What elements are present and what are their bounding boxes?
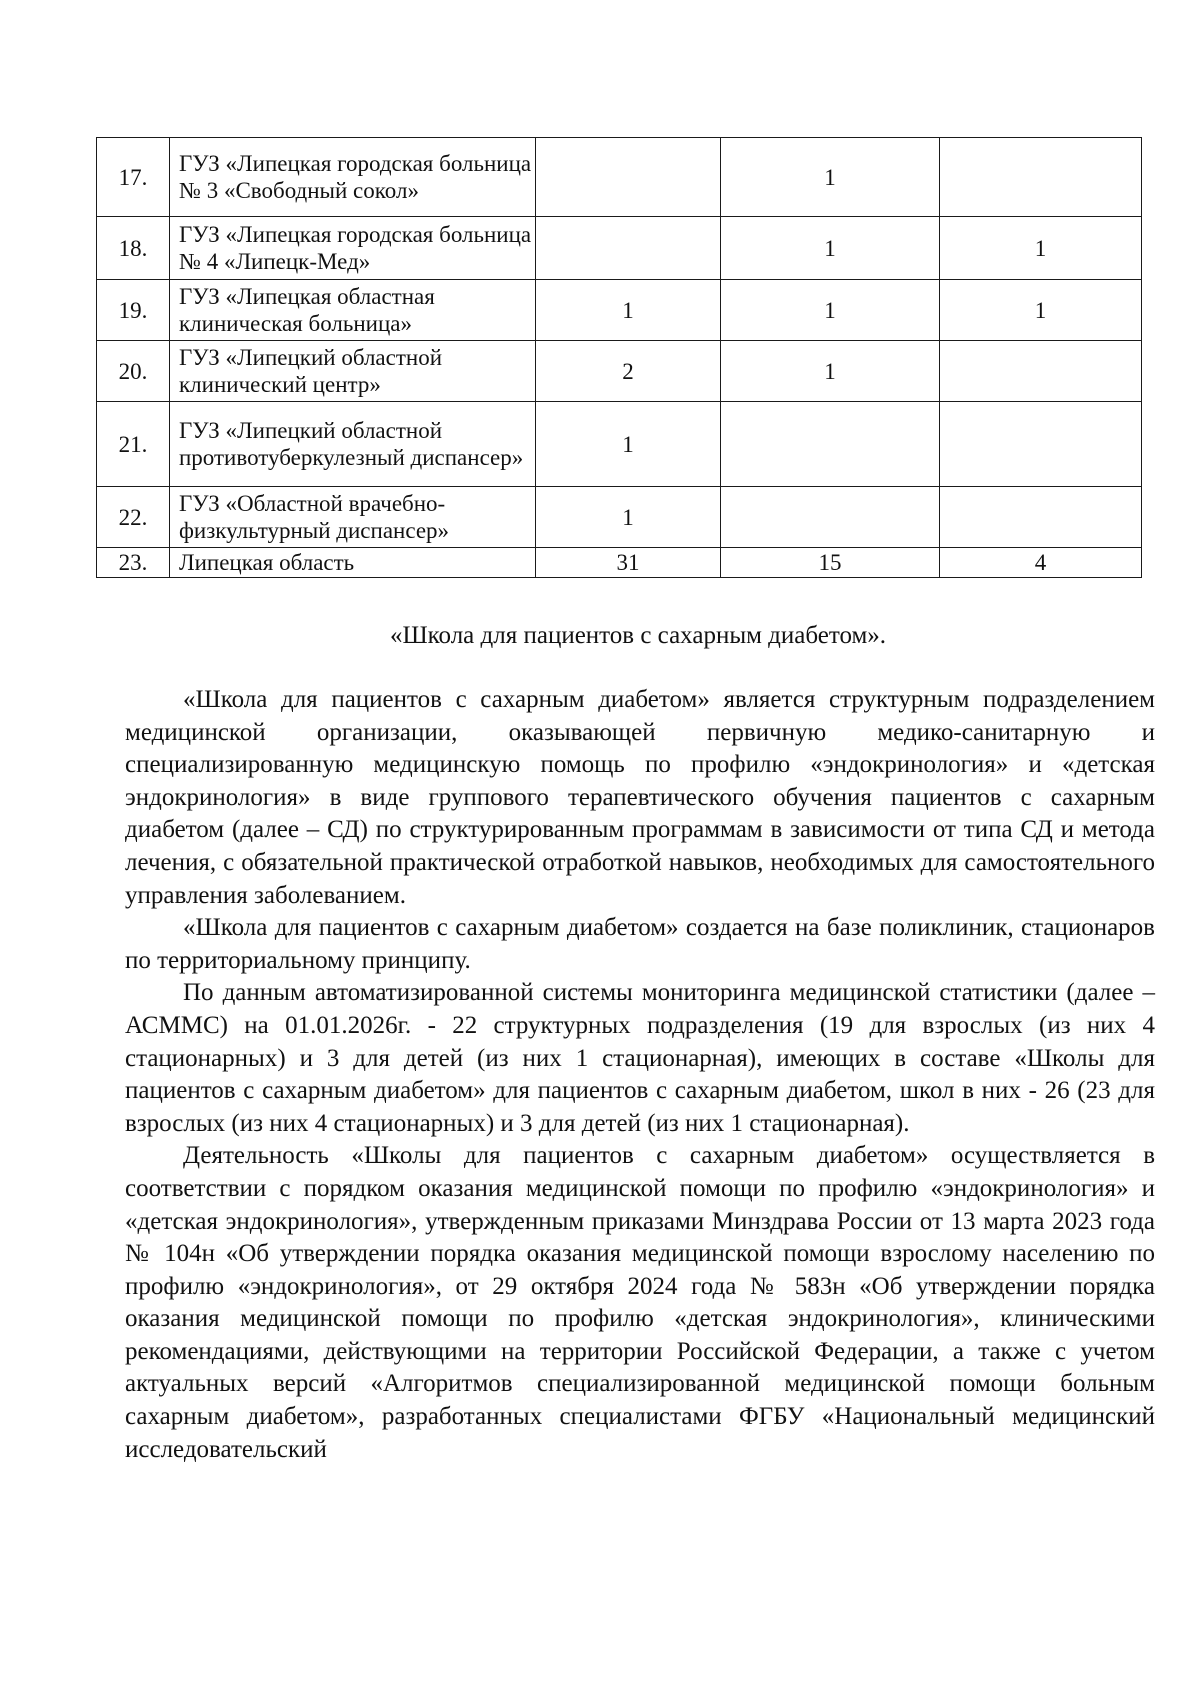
cell-value: 15 [721, 548, 940, 578]
organization-name: ГУЗ «Липецкая городская больница № 3 «Свободный сокол» [170, 138, 536, 217]
row-number: 18. [97, 217, 170, 280]
table-row [97, 280, 1142, 341]
cell-value [940, 487, 1142, 548]
cell-value: 1 [721, 217, 940, 280]
cell-value [940, 138, 1142, 217]
table-row [97, 217, 1142, 280]
cell-value [536, 138, 721, 217]
organization-name: ГУЗ «Липецкая городская больница № 4 «Липецк-Мед» [170, 217, 536, 280]
cell-value [721, 402, 940, 487]
table-row-total [97, 548, 1142, 578]
organization-name: ГУЗ «Областной врачебно-физкультурный диспансер» [170, 487, 536, 548]
cell-value: 1 [536, 280, 721, 341]
schools-table [96, 137, 1142, 578]
paragraph: По данным автоматизированной системы мониторинга медицинской статистики (далее – АСММС) на 01.01.2026г. - 22 структурных подразделения (19 для взрослых (из них 4 стационарных) и 3 для детей (из них 1 стационарная), имеющих в составе «Школы для пациентов с сахарным диабетом» для пациентов с сахарным диабетом, школ в них - 26 (23 для взрослых (из них 4 стационарных) и 3 для детей (из них 1 стационарная). [125, 979, 1155, 1137]
row-number: 23. [97, 548, 170, 578]
body-text [125, 684, 1155, 1466]
paragraph: «Школа для пациентов с сахарным диабетом» создается на базе поликлиник, стационаров по территориальному принципу. [125, 914, 1155, 974]
cell-value: 31 [536, 548, 721, 578]
organization-name: ГУЗ «Липецкий областной клинический центр» [170, 341, 536, 402]
organization-name: ГУЗ «Липецкий областной противотуберкулезный диспансер» [170, 402, 536, 487]
row-number: 20. [97, 341, 170, 402]
row-number: 19. [97, 280, 170, 341]
paragraph: Деятельность «Школы для пациентов с сахарным диабетом» осуществляется в соответствии с порядком оказания медицинской помощи по профилю «эндокринология» и «детская эндокринология», утвержденным приказами Минздрава России от 13 марта 2023 года № 104н «Об утверждении порядка оказания медицинской помощи взрослому населению по профилю «эндокринология», от 29 октября 2024 года № 583н «Об утверждении порядка оказания медицинской помощи по профилю «детская эндокринология», клиническими рекомендациями, действующими на территории Российской Федерации, а также с учетом актуальных версий «Алгоритмов специализированной медицинской помощи больным сахарным диабетом», разработанных специалистами ФГБУ «Национальный медицинский исследовательский [125, 1142, 1155, 1463]
cell-value [721, 487, 940, 548]
paragraph: «Школа для пациентов с сахарным диабетом» является структурным подразделением медицинской организации, оказывающей первичную медико-санитарную и специализированную медицинскую помощь по профилю «эндокринология» и «детская эндокринология» в виде группового терапевтического обучения пациентов с сахарным диабетом (далее – СД) по структурированным программам в зависимости от типа СД и метода лечения, с обязательной практической отработкой навыков, необходимых для самостоятельного управления заболеванием. [125, 686, 1155, 909]
table-row [97, 341, 1142, 402]
cell-value: 1 [721, 280, 940, 341]
region-name: Липецкая область [170, 548, 536, 578]
cell-value: 2 [536, 341, 721, 402]
table-row [97, 138, 1142, 217]
cell-value [536, 217, 721, 280]
organization-name: ГУЗ «Липецкая областная клиническая больница» [170, 280, 536, 341]
row-number: 22. [97, 487, 170, 548]
cell-value: 1 [940, 280, 1142, 341]
cell-value: 1 [536, 402, 721, 487]
table-row [97, 487, 1142, 548]
cell-value: 1 [940, 217, 1142, 280]
cell-value: 1 [721, 341, 940, 402]
row-number: 21. [97, 402, 170, 487]
cell-value: 1 [536, 487, 721, 548]
table-row [97, 402, 1142, 487]
cell-value [940, 402, 1142, 487]
cell-value [940, 341, 1142, 402]
row-number: 17. [97, 138, 170, 217]
section-title: «Школа для пациентов с сахарным диабетом». [389, 622, 887, 649]
cell-value: 4 [940, 548, 1142, 578]
cell-value: 1 [721, 138, 940, 217]
